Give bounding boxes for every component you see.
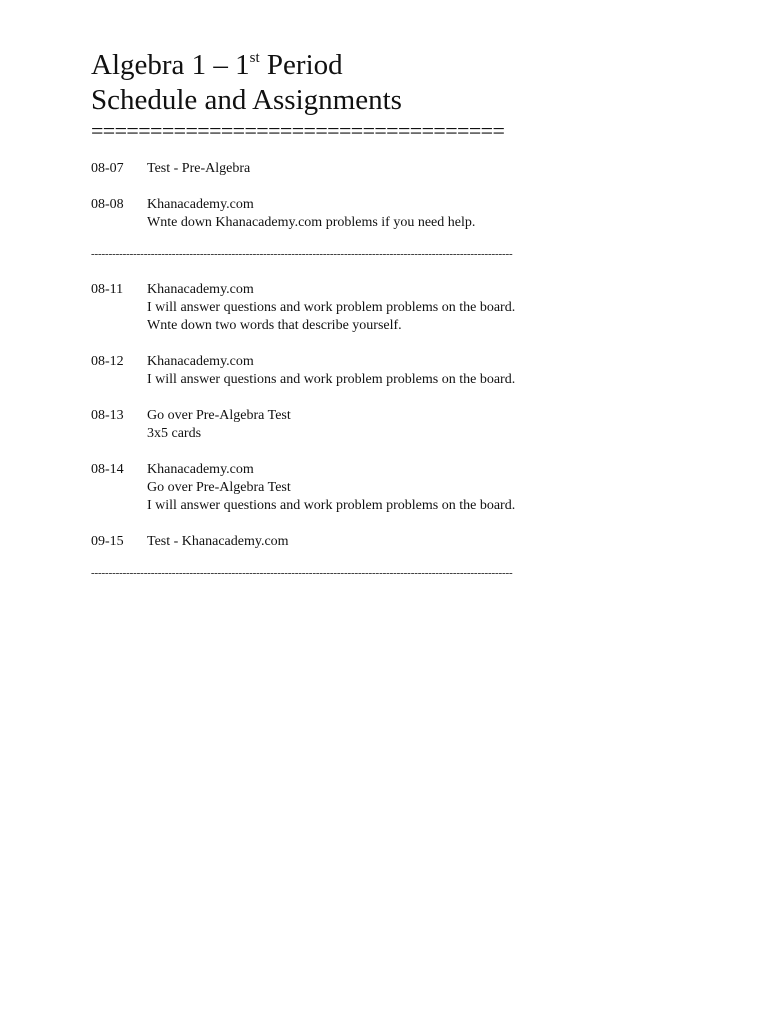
- entry-lines: [147, 281, 691, 335]
- schedule-entry: [91, 160, 691, 178]
- entry-lines: [147, 196, 691, 232]
- schedule-list: [91, 160, 691, 579]
- double-rule-divider: ===================================: [91, 120, 505, 142]
- page-subtitle: Schedule and Assignments: [91, 84, 402, 116]
- entry-line: Khanacademy.com: [147, 197, 254, 212]
- dashed-rule-divider-end: ------------------------------------------------------------------------------------------------------------------------: [91, 567, 513, 579]
- entry-lines: [147, 407, 691, 443]
- entry-line: I will answer questions and work problem problems on the board.: [147, 300, 516, 315]
- entry-date: 08-11: [91, 282, 124, 297]
- entry-line: Khanacademy.com: [147, 282, 254, 297]
- entry-line: I will answer questions and work problem problems on the board.: [147, 498, 516, 513]
- schedule-entry: [91, 461, 691, 515]
- schedule-entry: [91, 407, 691, 443]
- schedule-entry: [91, 281, 691, 335]
- schedule-entry: [91, 533, 691, 551]
- entry-date: 08-14: [91, 462, 124, 477]
- entry-line: Test - Pre-Algebra: [147, 161, 251, 176]
- dashed-rule-divider: ------------------------------------------------------------------------------------------------------------------------: [91, 248, 513, 260]
- entry-lines: [147, 353, 691, 389]
- entry-date: 08-08: [91, 197, 124, 212]
- entry-line: Wnte down two words that describe yourself.: [147, 318, 402, 333]
- entry-line: Khanacademy.com: [147, 462, 254, 477]
- entry-date: 08-13: [91, 408, 124, 423]
- document: [91, 48, 691, 600]
- schedule-week-2: [91, 281, 691, 551]
- entry-date: 09-15: [91, 534, 124, 549]
- schedule-entry: [91, 196, 691, 232]
- title-period: Period: [259, 49, 343, 81]
- schedule-week-1: [91, 160, 691, 232]
- entry-line: Go over Pre-Algebra Test: [147, 480, 291, 495]
- entry-line: 3x5 cards: [147, 426, 202, 441]
- page-title: [91, 48, 691, 118]
- title-ordinal-suffix: st: [249, 50, 260, 66]
- entry-line: I will answer questions and work problem problems on the board.: [147, 372, 516, 387]
- entry-lines: [147, 160, 691, 178]
- entry-line: Test - Khanacademy.com: [147, 534, 289, 549]
- title-course: Algebra 1 – 1: [91, 49, 250, 81]
- entry-lines: [147, 461, 691, 515]
- entry-line: Wnte down Khanacademy.com problems if you need help.: [147, 215, 476, 230]
- entry-lines: [147, 533, 691, 551]
- schedule-entry: [91, 353, 691, 389]
- entry-date: 08-07: [91, 161, 124, 176]
- entry-line: Khanacademy.com: [147, 354, 254, 369]
- entry-line: Go over Pre-Algebra Test: [147, 408, 291, 423]
- entry-date: 08-12: [91, 354, 124, 369]
